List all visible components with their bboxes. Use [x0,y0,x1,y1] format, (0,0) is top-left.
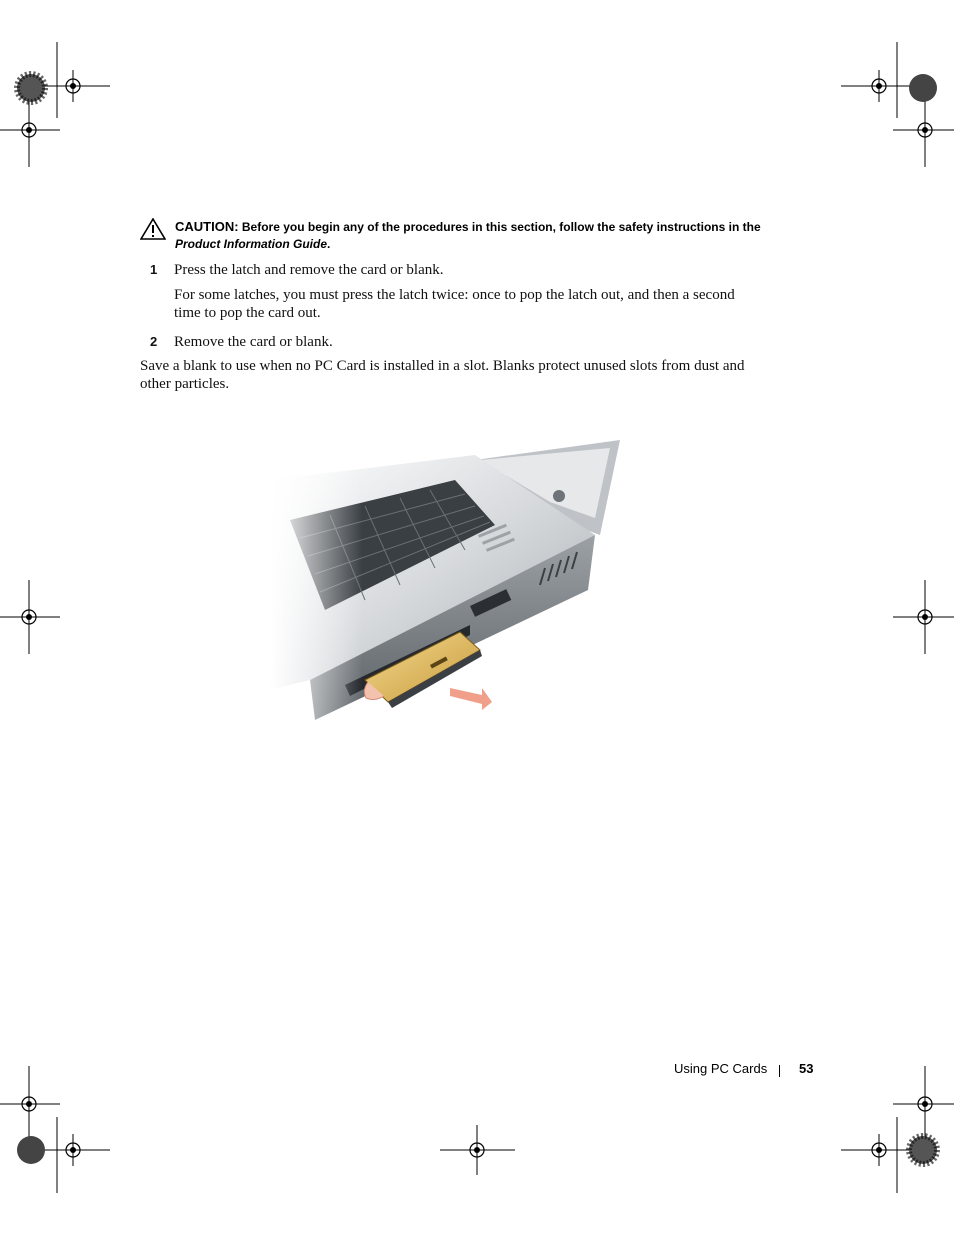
page-footer [660,1061,820,1079]
page-number: 53 [799,1061,814,1076]
footer-section-title: Using PC Cards [674,1061,768,1076]
step-note: For some latches, you must press the latch twice: once to pop the latch out, and then a second time to pop the card out. [174,287,735,321]
caution-end: . [327,237,331,251]
caution-body: Before you begin any of the procedures in this section, follow the safety instructions in the [241,220,761,234]
body-paragraph: Save a blank to use when no PC Card is installed in a slot. Blanks protect unused slots from dust and other particles. [140,358,745,392]
laptop-pc-card-removal-illustration [270,420,640,750]
step-number: 2 [150,334,158,349]
step-text: Press the latch and remove the card or blank. [174,262,444,278]
step-text: Remove the card or blank. [174,334,333,350]
product-information-guide: Product Information Guide [175,237,327,251]
caution-label: CAUTION: [175,219,239,234]
step-number: 1 [150,262,158,277]
caution-text [175,218,765,253]
warning-triangle-icon [140,218,166,240]
footer-divider [779,1065,780,1077]
